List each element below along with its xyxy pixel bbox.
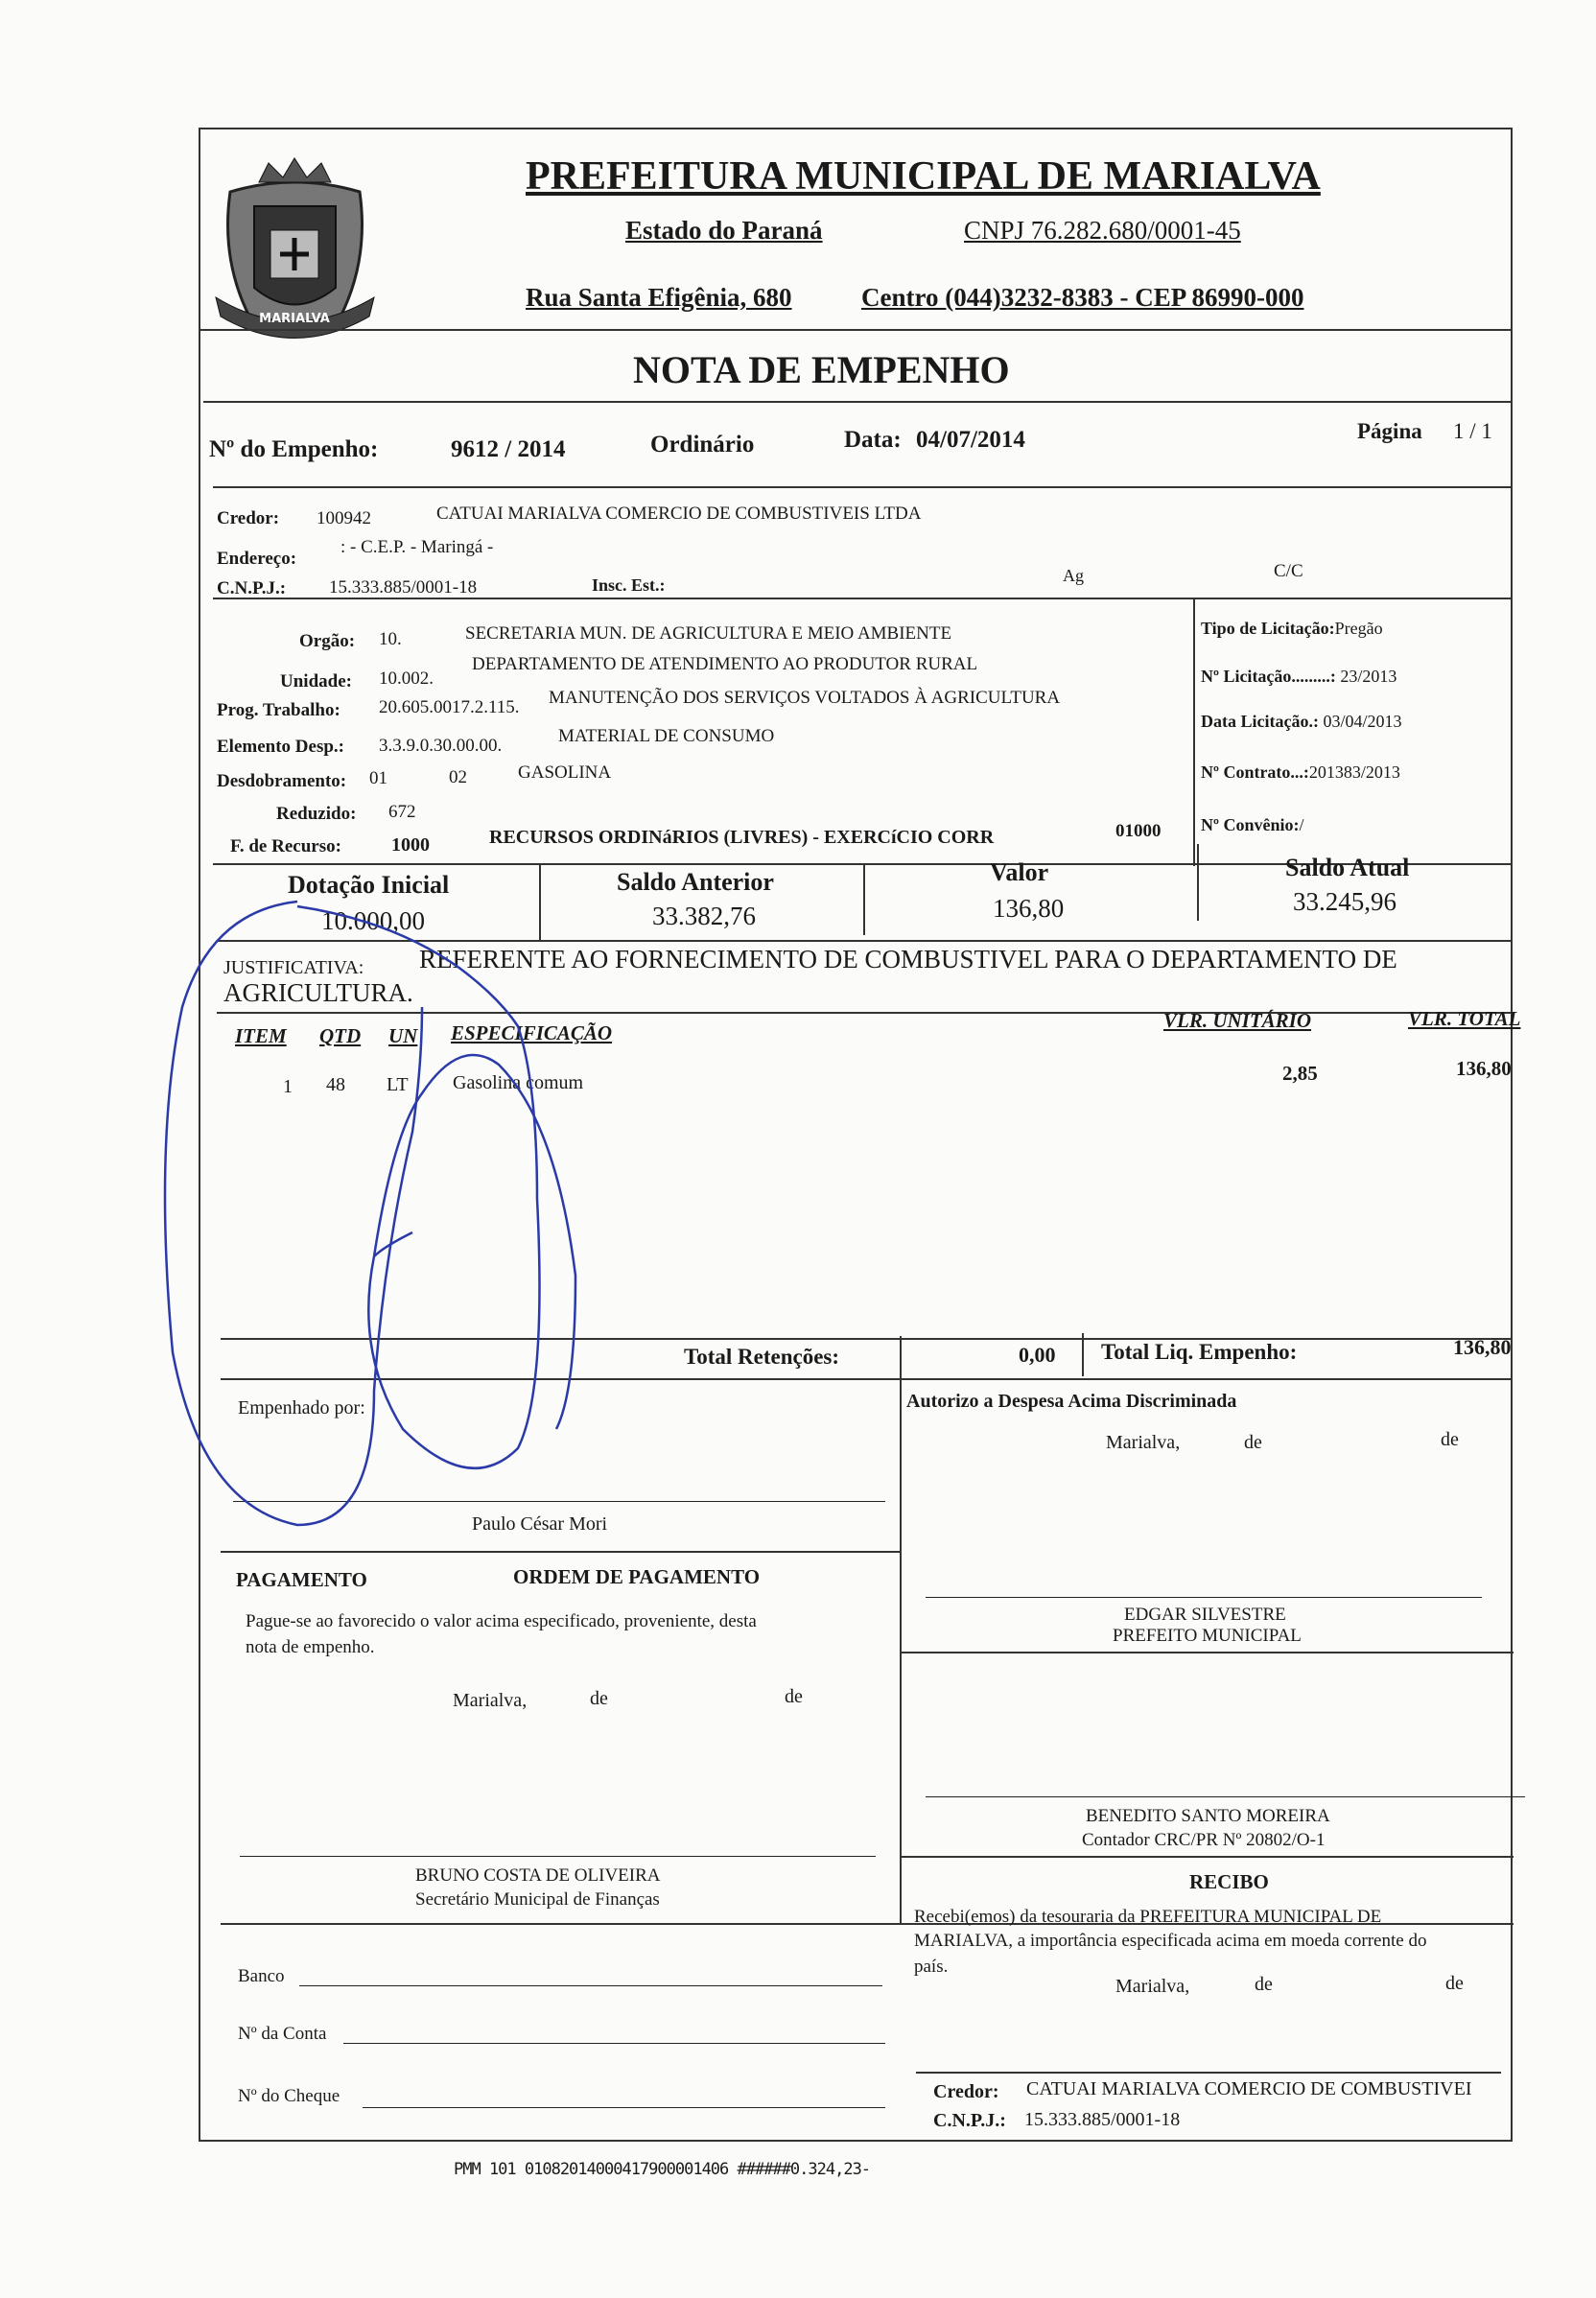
insc-est-label: Insc. Est.:: [592, 575, 666, 595]
empenhado-por-label: Empenhado por:: [238, 1397, 365, 1419]
header-address-contact: Centro (044)3232-8383 - CEP 86990-000: [861, 283, 1304, 312]
pagamento-text: Pague-se ao favorecido o valor acima especificado, proveniente, desta: [246, 1611, 757, 1631]
desdobramento-label: Desdobramento:: [217, 771, 347, 791]
col-total-value: VLR. TOTAL: [1408, 1007, 1521, 1030]
convenio-number: /: [1299, 815, 1304, 834]
contador-name: BENEDITO SANTO MOREIRA: [1086, 1806, 1330, 1826]
ordem-pagamento-title: ORDEM DE PAGAMENTO: [513, 1565, 761, 1588]
licitacao-date: 03/04/2013: [1323, 712, 1402, 731]
justificativa-text-cont: AGRICULTURA.: [223, 978, 413, 1007]
desdobramento-code: 01: [369, 768, 387, 788]
secretario-signature-line: [240, 1856, 876, 1857]
unidade-label: Unidade:: [280, 671, 352, 692]
licitacao-number: 23/2013: [1340, 667, 1397, 686]
fonte-code: 1000: [391, 834, 430, 856]
page-number: 1 / 1: [1453, 419, 1492, 443]
valor-value: 136,80: [993, 894, 1065, 923]
recibo-credor: CATUAI MARIALVA COMERCIO DE COMBUSTIVEI: [1026, 2078, 1472, 2099]
tipo-licitacao-value: Pregão: [1334, 619, 1383, 638]
header-cnpj: CNPJ 76.282.680/0001-45: [964, 216, 1241, 245]
elemento-code: 3.3.9.0.30.00.00.: [379, 736, 503, 756]
page-label: Página: [1357, 419, 1422, 443]
licitacao-number-label: Nº Licitação.........: 23/2013: [1201, 667, 1397, 686]
fonte-name: RECURSOS ORDINáRIOS (LIVRES) - EXERCíCIO CORR: [489, 827, 995, 848]
licitacao-date-label: Data Licitação.: 03/04/2013: [1201, 712, 1402, 731]
item-spec: Gasolina comum: [453, 1072, 584, 1093]
orgao-name: SECRETARIA MUN. DE AGRICULTURA E MEIO AMBIENTE: [465, 623, 952, 644]
account-label: C/C: [1274, 561, 1303, 581]
saldo-atual-value: 33.245,96: [1293, 887, 1396, 916]
recibo-cnpj-label: C.N.P.J.:: [933, 2110, 1006, 2131]
prog-code: 20.605.0017.2.115.: [379, 697, 520, 717]
autorizo-de1: de: [1244, 1432, 1262, 1453]
convenio-label: Nº Convênio:/: [1201, 815, 1304, 834]
retencoes-label: Total Retenções:: [684, 1345, 840, 1369]
prefeito-name: EDGAR SILVESTRE: [1124, 1605, 1286, 1625]
empenho-date: 04/07/2014: [916, 427, 1025, 453]
item-unit-value: 2,85: [1282, 1062, 1318, 1085]
saldo-atual-label: Saldo Atual: [1285, 854, 1410, 881]
address-label: Endereço:: [217, 549, 297, 569]
col-qtd: QTD: [319, 1024, 362, 1047]
footer-code: PMM 101 01082014000417900001406 ######0.324,23-: [454, 2160, 871, 2179]
recibo-text: Recebi(emos) da tesouraria da PREFEITURA MUNICIPAL DE: [914, 1907, 1382, 1927]
item-total-value: 136,80: [1456, 1057, 1512, 1080]
justificativa-label: JUSTIFICATIVA:: [223, 957, 364, 978]
saldo-anterior-value: 33.382,76: [652, 902, 756, 930]
item-un: LT: [387, 1074, 409, 1095]
orgao-label: Orgão:: [299, 631, 356, 651]
contrato-label: Nº Contrato...:201383/2013: [1201, 762, 1400, 782]
creditor-label: Credor:: [217, 508, 280, 528]
item-qtd: 48: [326, 1074, 345, 1095]
agency-label: Ag: [1063, 566, 1084, 585]
recibo-credor-label: Credor:: [933, 2081, 999, 2102]
handwritten-signature: [153, 892, 652, 1563]
creditor-code: 100942: [317, 508, 371, 528]
orgao-code: 10.: [379, 629, 402, 649]
fonte-number: 01000: [1115, 821, 1162, 841]
recibo-cnpj: 15.333.885/0001-18: [1024, 2109, 1181, 2130]
liquid-value: 136,80: [1453, 1335, 1512, 1359]
conta-field[interactable]: [343, 2043, 885, 2044]
valor-label: Valor: [990, 858, 1049, 886]
col-unit-value: VLR. UNITÁRIO: [1163, 1009, 1312, 1032]
reduzido-value: 672: [388, 802, 416, 822]
header-address: Rua Santa Efigênia, 680: [526, 283, 792, 312]
banco-label: Banco: [238, 1966, 285, 1986]
unidade-code: 10.002.: [379, 668, 434, 689]
col-spec: ESPECIFICAÇÃO: [451, 1021, 613, 1044]
recibo-de1: de: [1255, 1974, 1273, 1995]
retencoes-value: 0,00: [1019, 1343, 1056, 1367]
elemento-label: Elemento Desp.:: [217, 737, 344, 757]
saldo-anterior-label: Saldo Anterior: [617, 868, 774, 896]
cheque-field[interactable]: [363, 2107, 885, 2108]
municipal-crest-icon: [211, 153, 379, 355]
desdobramento-name: GASOLINA: [518, 762, 612, 783]
recibo-title: RECIBO: [1189, 1870, 1269, 1893]
dotacao-value: 10.000,00: [321, 906, 425, 935]
tipo-licitacao-label: Tipo de Licitação:Pregão: [1201, 619, 1383, 638]
document-title: NOTA DE EMPENHO: [633, 348, 1010, 391]
autorizo-place: Marialva,: [1106, 1432, 1181, 1453]
justificativa-text: REFERENTE AO FORNECIMENTO DE COMBUSTIVEL PARA O DEPARTAMENTO DE: [419, 945, 1397, 973]
creditor-cnpj: 15.333.885/0001-18: [329, 577, 478, 598]
prog-label: Prog. Trabalho:: [217, 700, 340, 720]
secretario-name: BRUNO COSTA DE OLIVEIRA: [415, 1865, 661, 1886]
creditor-name: CATUAI MARIALVA COMERCIO DE COMBUSTIVEIS LTDA: [436, 504, 922, 524]
cnpj-label: C.N.P.J.:: [217, 578, 287, 598]
prefeito-role: PREFEITO MUNICIPAL: [1113, 1626, 1302, 1646]
desdobramento-sub: 02: [449, 767, 467, 787]
item-number: 1: [283, 1076, 293, 1097]
pagamento-label: PAGAMENTO: [236, 1568, 367, 1591]
pagamento-de1: de: [590, 1688, 608, 1709]
prog-name: MANUTENÇÃO DOS SERVIÇOS VOLTADOS À AGRICULTURA: [549, 688, 1061, 708]
contador-role: Contador CRC/PR Nº 20802/O-1: [1082, 1830, 1326, 1850]
pagamento-text-cont: nota de empenho.: [246, 1637, 375, 1657]
fonte-label: F. de Recurso:: [230, 836, 341, 856]
recibo-text-end: país.: [914, 1957, 949, 1977]
unidade-name: DEPARTAMENTO DE ATENDIMENTO AO PRODUTOR RURAL: [472, 654, 978, 674]
prefeito-signature-line: [926, 1597, 1482, 1598]
contrato-number: 201383/2013: [1308, 762, 1400, 782]
recibo-text-cont: MARIALVA, a importância especificada acima em moeda corrente do: [914, 1931, 1427, 1951]
date-label: Data:: [844, 427, 902, 453]
secretario-role: Secretário Municipal de Finanças: [415, 1889, 660, 1910]
empenho-type: Ordinário: [650, 432, 755, 457]
creditor-address: : - C.E.P. - Maringá -: [340, 537, 494, 557]
dotacao-label: Dotação Inicial: [288, 871, 450, 899]
empenho-number: 9612 / 2014: [451, 436, 566, 462]
state-name: Estado do Paraná: [625, 216, 823, 245]
cheque-label: Nº do Cheque: [238, 2086, 340, 2106]
conta-label: Nº da Conta: [238, 2024, 327, 2044]
municipality-title: PREFEITURA MUNICIPAL DE MARIALVA: [526, 154, 1321, 199]
empenho-number-label: Nº do Empenho:: [209, 436, 379, 462]
col-un: UN: [388, 1024, 418, 1047]
autorizo-text: Autorizo a Despesa Acima Discriminada: [906, 1391, 1237, 1412]
reduzido-label: Reduzido:: [276, 804, 357, 824]
pagamento-de2: de: [785, 1686, 803, 1707]
liquid-label: Total Liq. Empenho:: [1101, 1340, 1298, 1364]
autorizo-de2: de: [1441, 1429, 1459, 1450]
col-item: ITEM: [235, 1024, 287, 1047]
crest-ribbon-text: MARIALVA: [259, 312, 330, 326]
pagamento-place: Marialva,: [453, 1690, 528, 1711]
recibo-de2: de: [1445, 1973, 1464, 1994]
empenhado-name: Paulo César Mori: [472, 1513, 608, 1535]
recibo-place: Marialva,: [1115, 1976, 1190, 1997]
banco-field[interactable]: [299, 1985, 882, 1986]
elemento-name: MATERIAL DE CONSUMO: [558, 726, 775, 746]
contador-signature-line: [926, 1796, 1525, 1797]
